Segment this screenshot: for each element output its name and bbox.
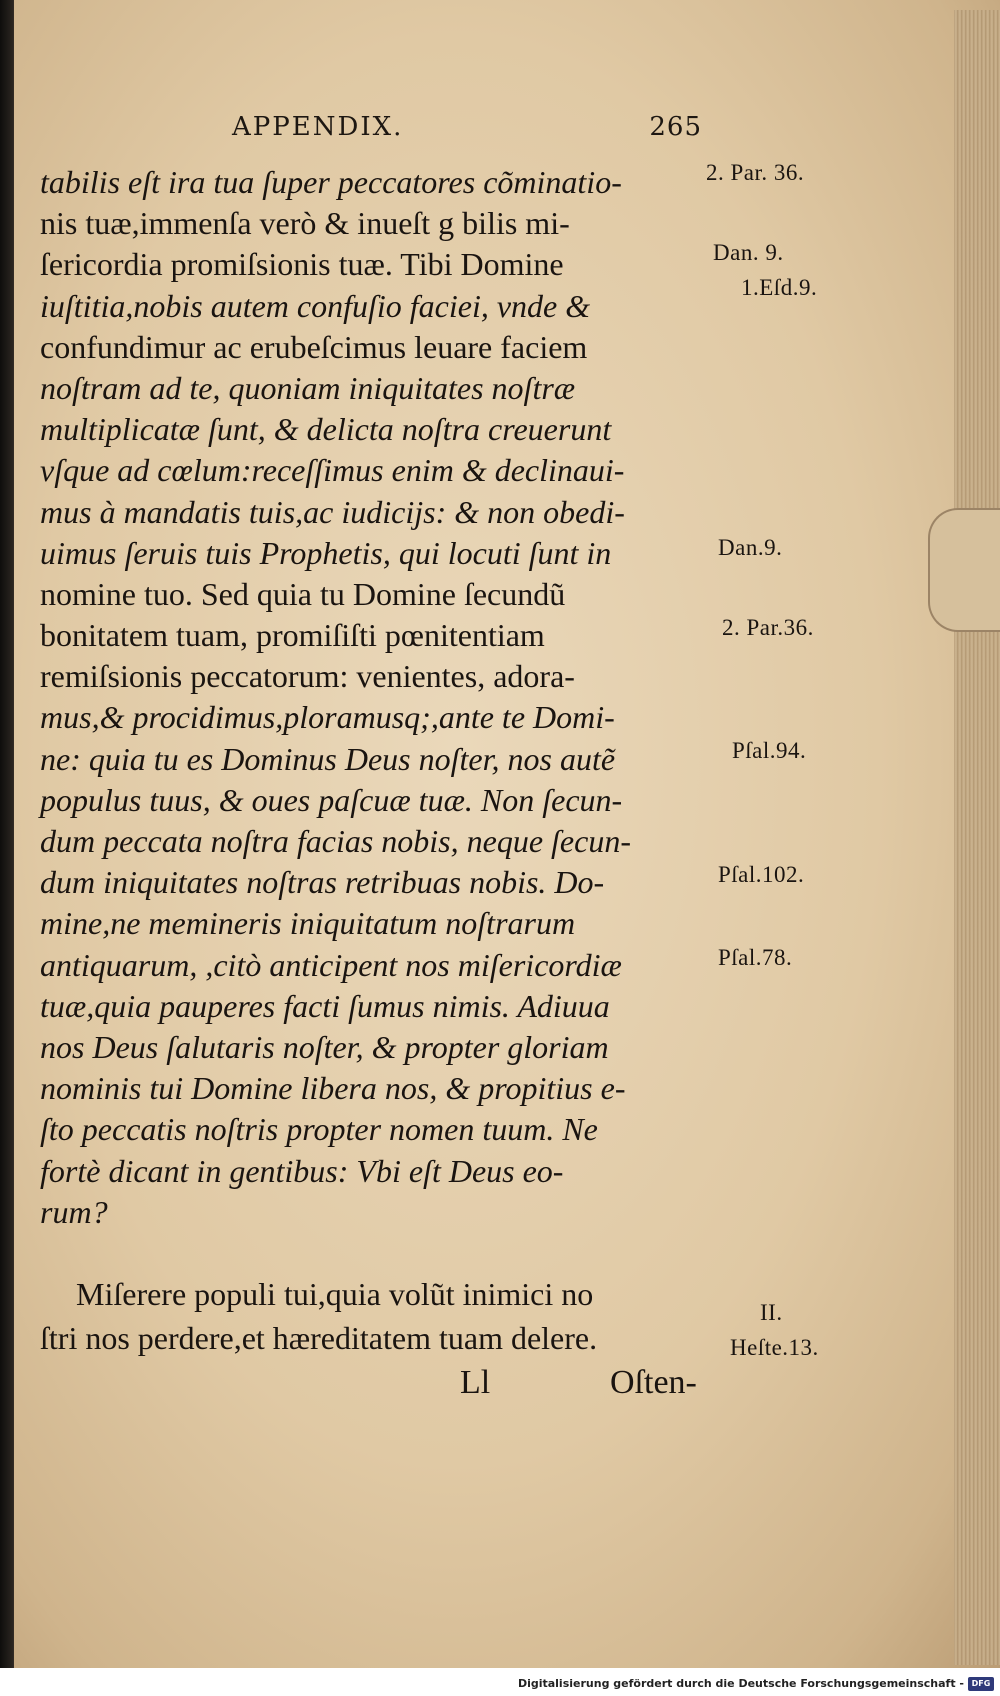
dfg-logo-icon: DFG xyxy=(968,1677,994,1691)
text-line: confundimur ac erubeſcimus leuare faciem xyxy=(40,328,588,365)
text-line: tuæ,quia pauperes facti ſumus nimis. Adiuua xyxy=(40,987,610,1024)
margin-note: Dan. 9. xyxy=(713,240,784,265)
margin-note: 2. Par.36. xyxy=(722,615,814,640)
text-line: mine,ne memineris iniquitatum noſtrarum xyxy=(40,905,576,942)
text-line: uimus ſeruis tuis Prophetis, qui locuti ſunt in xyxy=(40,534,612,571)
text-line: ne: quia tu es Dominus Deus noſter, nos autẽ xyxy=(40,740,616,777)
page-fore-edge xyxy=(954,10,1000,1665)
margin-note: II. xyxy=(760,1300,783,1325)
margin-note: 1.Eſd.9. xyxy=(741,275,818,300)
text-line: mus à mandatis tuis,ac iudicijs: & non obedi- xyxy=(40,493,625,530)
text-line: nis tuæ,immenſa verò & inueſt g bilis mi- xyxy=(40,205,570,242)
margin-note: Pſal.102. xyxy=(718,862,805,887)
text-line: ſto peccatis noſtris propter nomen tuum. Ne xyxy=(40,1111,598,1148)
text-line: noſtram ad te, quoniam iniquitates noſtræ xyxy=(40,369,576,406)
page-header xyxy=(232,112,702,156)
text-line: ſtri nos perdere,et hæreditatem tuam delere. xyxy=(40,1320,598,1356)
running-title: APPENDIX. xyxy=(232,112,404,142)
text-line: fortè dicant in gentibus: Vbi eſt Deus eo- xyxy=(40,1152,564,1189)
text-line: bonitatem tuam, promiſiſti pœnitentiam xyxy=(40,617,545,654)
text-line: populus tuus, & oues paſcuæ tuæ. Non ſecun- xyxy=(40,781,623,818)
second-paragraph xyxy=(40,1272,720,1360)
text-line: dum iniquitates noſtras retribuas nobis. Do- xyxy=(40,864,605,901)
margin-note: Pſal.78. xyxy=(718,945,793,970)
text-line: multiplicatæ ſunt, & delicta noſtra creuerunt xyxy=(40,411,612,448)
text-line: nominis tui Domine libera nos, & propitius e- xyxy=(40,1070,626,1107)
text-line: ſericordia promiſsionis tuæ. Tibi Domine xyxy=(40,246,564,283)
footer-credit: Digitalisierung gefördert durch die Deutsche Forschungsgemeinschaft - xyxy=(517,1677,964,1690)
margin-note: Dan.9. xyxy=(718,535,783,560)
signature-mark: Ll xyxy=(460,1364,491,1401)
margin-note: Pſal.94. xyxy=(732,738,807,763)
text-line: Miſerere populi tui,quia volũt inimici no xyxy=(76,1276,594,1312)
page-number: 265 xyxy=(649,112,702,142)
text-line: iuſtitia,nobis autem confuſio faciei, vnde & xyxy=(40,287,591,324)
catchword: Oſten- xyxy=(610,1364,697,1401)
text-line: rum? xyxy=(40,1193,108,1230)
book-clasp-tab xyxy=(928,508,1000,632)
text-line: remiſsionis peccatorum: venientes, adora- xyxy=(40,658,575,695)
footer-bar xyxy=(0,1668,1000,1696)
text-line: antiquarum, ,citò anticipent nos miſericordiæ xyxy=(40,946,622,983)
margin-note: Heſte.13. xyxy=(730,1335,819,1360)
text-line: nos Deus ſalutaris noſter, & propter gloriam xyxy=(40,1028,609,1065)
text-line: dum peccata noſtra facias nobis, neque ſecun- xyxy=(40,823,631,859)
margin-note: 2. Par. 36. xyxy=(706,160,805,185)
main-text xyxy=(40,162,720,1233)
text-line: vſque ad cœlum:receſſimus enim & declinaui- xyxy=(40,452,625,489)
text-line: nomine tuo. Sed quia tu Domine ſecundũ xyxy=(40,575,566,612)
text-line: mus,& procidimus,ploramusq;,ante te Domi- xyxy=(40,699,615,736)
text-line: tabilis eſt ira tua ſuper peccatores cõminatio- xyxy=(40,164,622,200)
